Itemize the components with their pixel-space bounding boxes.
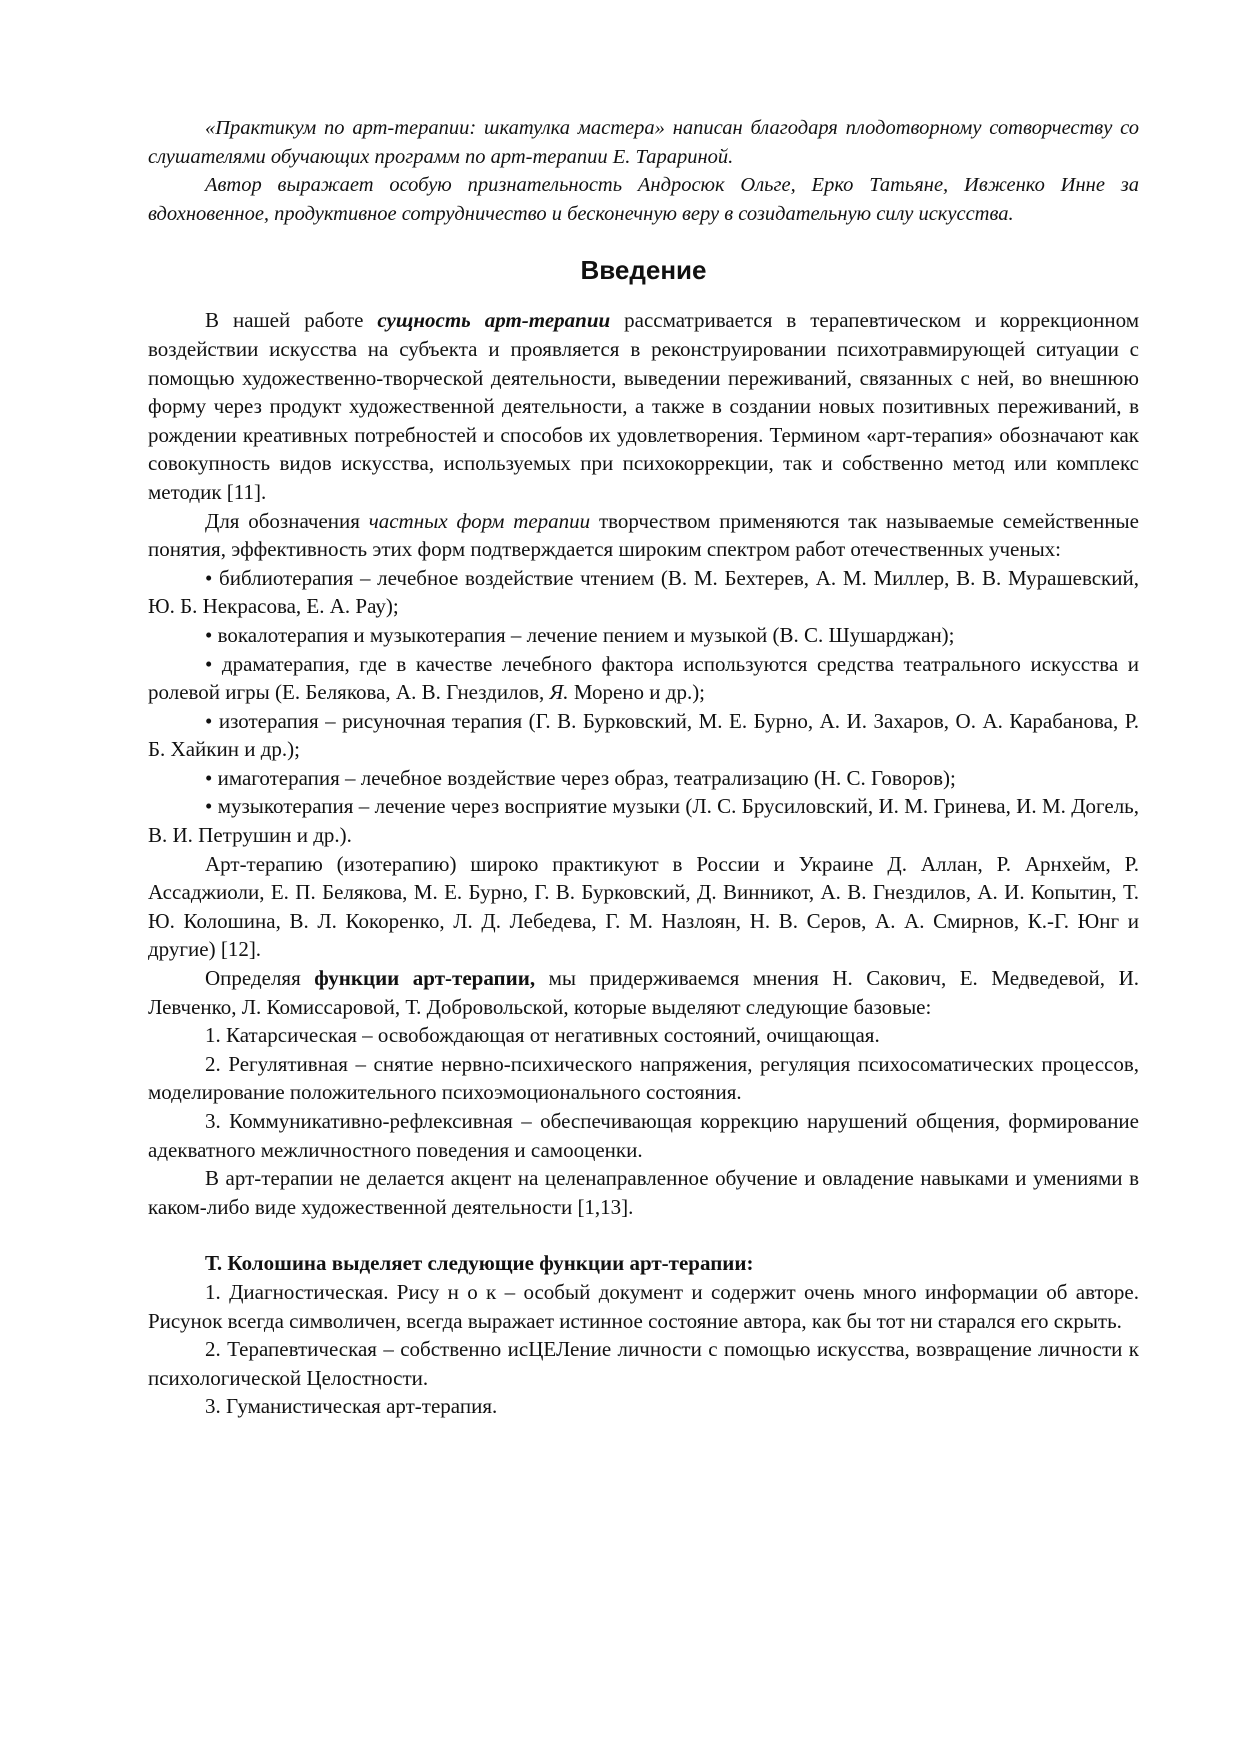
text-run: творчеством применяются так называемые семейственные понятия, эффективность этих форм подтверждается широким спектром работ отечественных ученых: [148,508,1139,562]
koloshina-function-item: 2. Терапевтическая – собственно исЦЕЛение личности с помощью искусства, возвращение личности к психологической Целостности. [148,1337,1139,1390]
function-item: 3. Коммуникативно-рефлексивная – обеспечивающая коррекцию нарушений общения, формирование адекватного межличностного поведения и самооценки. [148,1109,1139,1162]
body-paragraph [148,507,1139,564]
text-run: Морено и др.); [568,680,706,705]
text-run: Определяя [205,966,315,991]
list-item-vocal-therapy: • вокалотерапия и музыкотерапия – лечение пением и музыкой (В. С. Шушарджан); [205,622,955,647]
acknowledgement-paragraph: «Практикум по арт-терапии: шкатулка мастера» написан благодаря плодотворному сотворчеству со слушателями обучающих программ по арт-терапии Е. Тарариной. [148,117,1139,168]
body-paragraph [148,306,1139,506]
list-item-drama-therapy [148,650,1139,707]
spacer [148,1221,1139,1249]
list-item-imago-therapy: • имаготерапия – лечебное воздействие через образ, театрализацию (Н. С. Говоров); [205,765,956,790]
emphasis-term: частных форм терапии [368,508,591,533]
function-item: 2. Регулятивная – снятие нервно-психического напряжения, регуляция психосоматических процессов, моделирование положительного психоэмоционального состояния. [148,1051,1139,1105]
section-title: Введение [580,255,707,286]
text-run: мы придерживаемся мнения Н. Сакович, Е. Медведевой, И. Левченко, Л. Комиссаровой, Т. Добровольской, которые выделяют следующие базовые: [148,966,1139,1019]
emphasis-term: функции арт-терапии, [314,966,536,991]
list-item-iso-therapy: • изотерапия – рисуночная терапия (Г. В. Бурковский, М. Е. Бурно, А. И. Захаров, О. А. Карабанова, Р. Б. Хайкин и др.); [148,708,1139,762]
introduction-body [148,306,1139,1421]
italic-initial: Я. [549,680,569,705]
body-paragraph: В арт-терапии не делается акцент на целенаправленное обучение и овладение навыками и умениями в каком-либо виде художественной деятельности [1,13]. [148,1166,1139,1219]
acknowledgements-block [148,114,1139,228]
body-paragraph [148,964,1139,1021]
document-page [148,114,1139,1421]
body-paragraph: Арт-терапию (изотерапию) широко практикуют в России и Украине Д. Аллан, Р. Арнхейм, Р. Ассаджиоли, Е. П. Белякова, М. Е. Бурно, Г. В. Бурковский, Д. Винникот, А. В. Гнездилов, А. И. Копытин, Т. Ю. Колошина, В. Л. Кокоренко, Л. Д. Лебедева, Г. М. Назлоян, Н. В. Серов, А. А. Смирнов, К.-Г. Юнг и другие) [12]. [148,851,1139,962]
acknowledgement-paragraph: Автор выражает особую признательность Андросюк Ольге, Ерко Татьяне, Ивженко Инне за вдохновенное, продуктивное сотрудничество и бесконечную веру в созидательную силу искусства. [148,174,1139,225]
text-run: • драматерапия, где в качестве лечебного фактора используются средства театрального искусства и ролевой игры (Е. Белякова, А. В. Гнездилов, [148,651,1139,705]
list-item-music-therapy: • музыкотерапия – лечение через восприятие музыки (Л. С. Брусиловский, И. М. Гринева, И. М. Догель, В. И. Петрушин и др.). [148,794,1139,848]
function-item: 1. Катарсическая – освобождающая от негативных состояний, очищающая. [205,1023,880,1048]
subsection-heading: Т. Колошина выделяет следующие функции арт-терапии: [205,1251,754,1276]
text-run: Для обозначения [205,508,369,533]
text-run: рассматривается в терапевтическом и коррекционном воздействии искусства на субъекта и проявляется в реконструировании психотравмирующей ситуации с помощью художественно-творческой деятельности, выведении переживаний, связанных с ней, во внешнюю форму через продукт художественной деятельности, а также в создании новых позитивных переживаний, в рождении креативных потребностей и способов их удовлетворения. Термином «арт-терапия» обозначают как совокупность видов искусства, используемых при психокоррекции, так и собственно метод или комплекс методик [11]. [148,308,1140,504]
list-item-bibliotherapy: • библиотерапия – лечебное воздействие чтением (В. М. Бехтерев, А. М. Миллер, В. В. Мурашевский, Ю. Б. Некрасова, Е. А. Рау); [148,565,1139,619]
koloshina-function-item: 1. Диагностическая. Рису н о к – особый документ и содержит очень много информации об авторе. Рисунок всегда символичен, всегда выражает истинное состояние автора, как бы тот ни старался его скрыть. [148,1279,1139,1333]
koloshina-function-item: 3. Гуманистическая арт-терапия. [205,1394,498,1419]
emphasis-term: сущность арт-терапии [377,308,611,333]
text-run: В нашей работе [205,308,378,333]
